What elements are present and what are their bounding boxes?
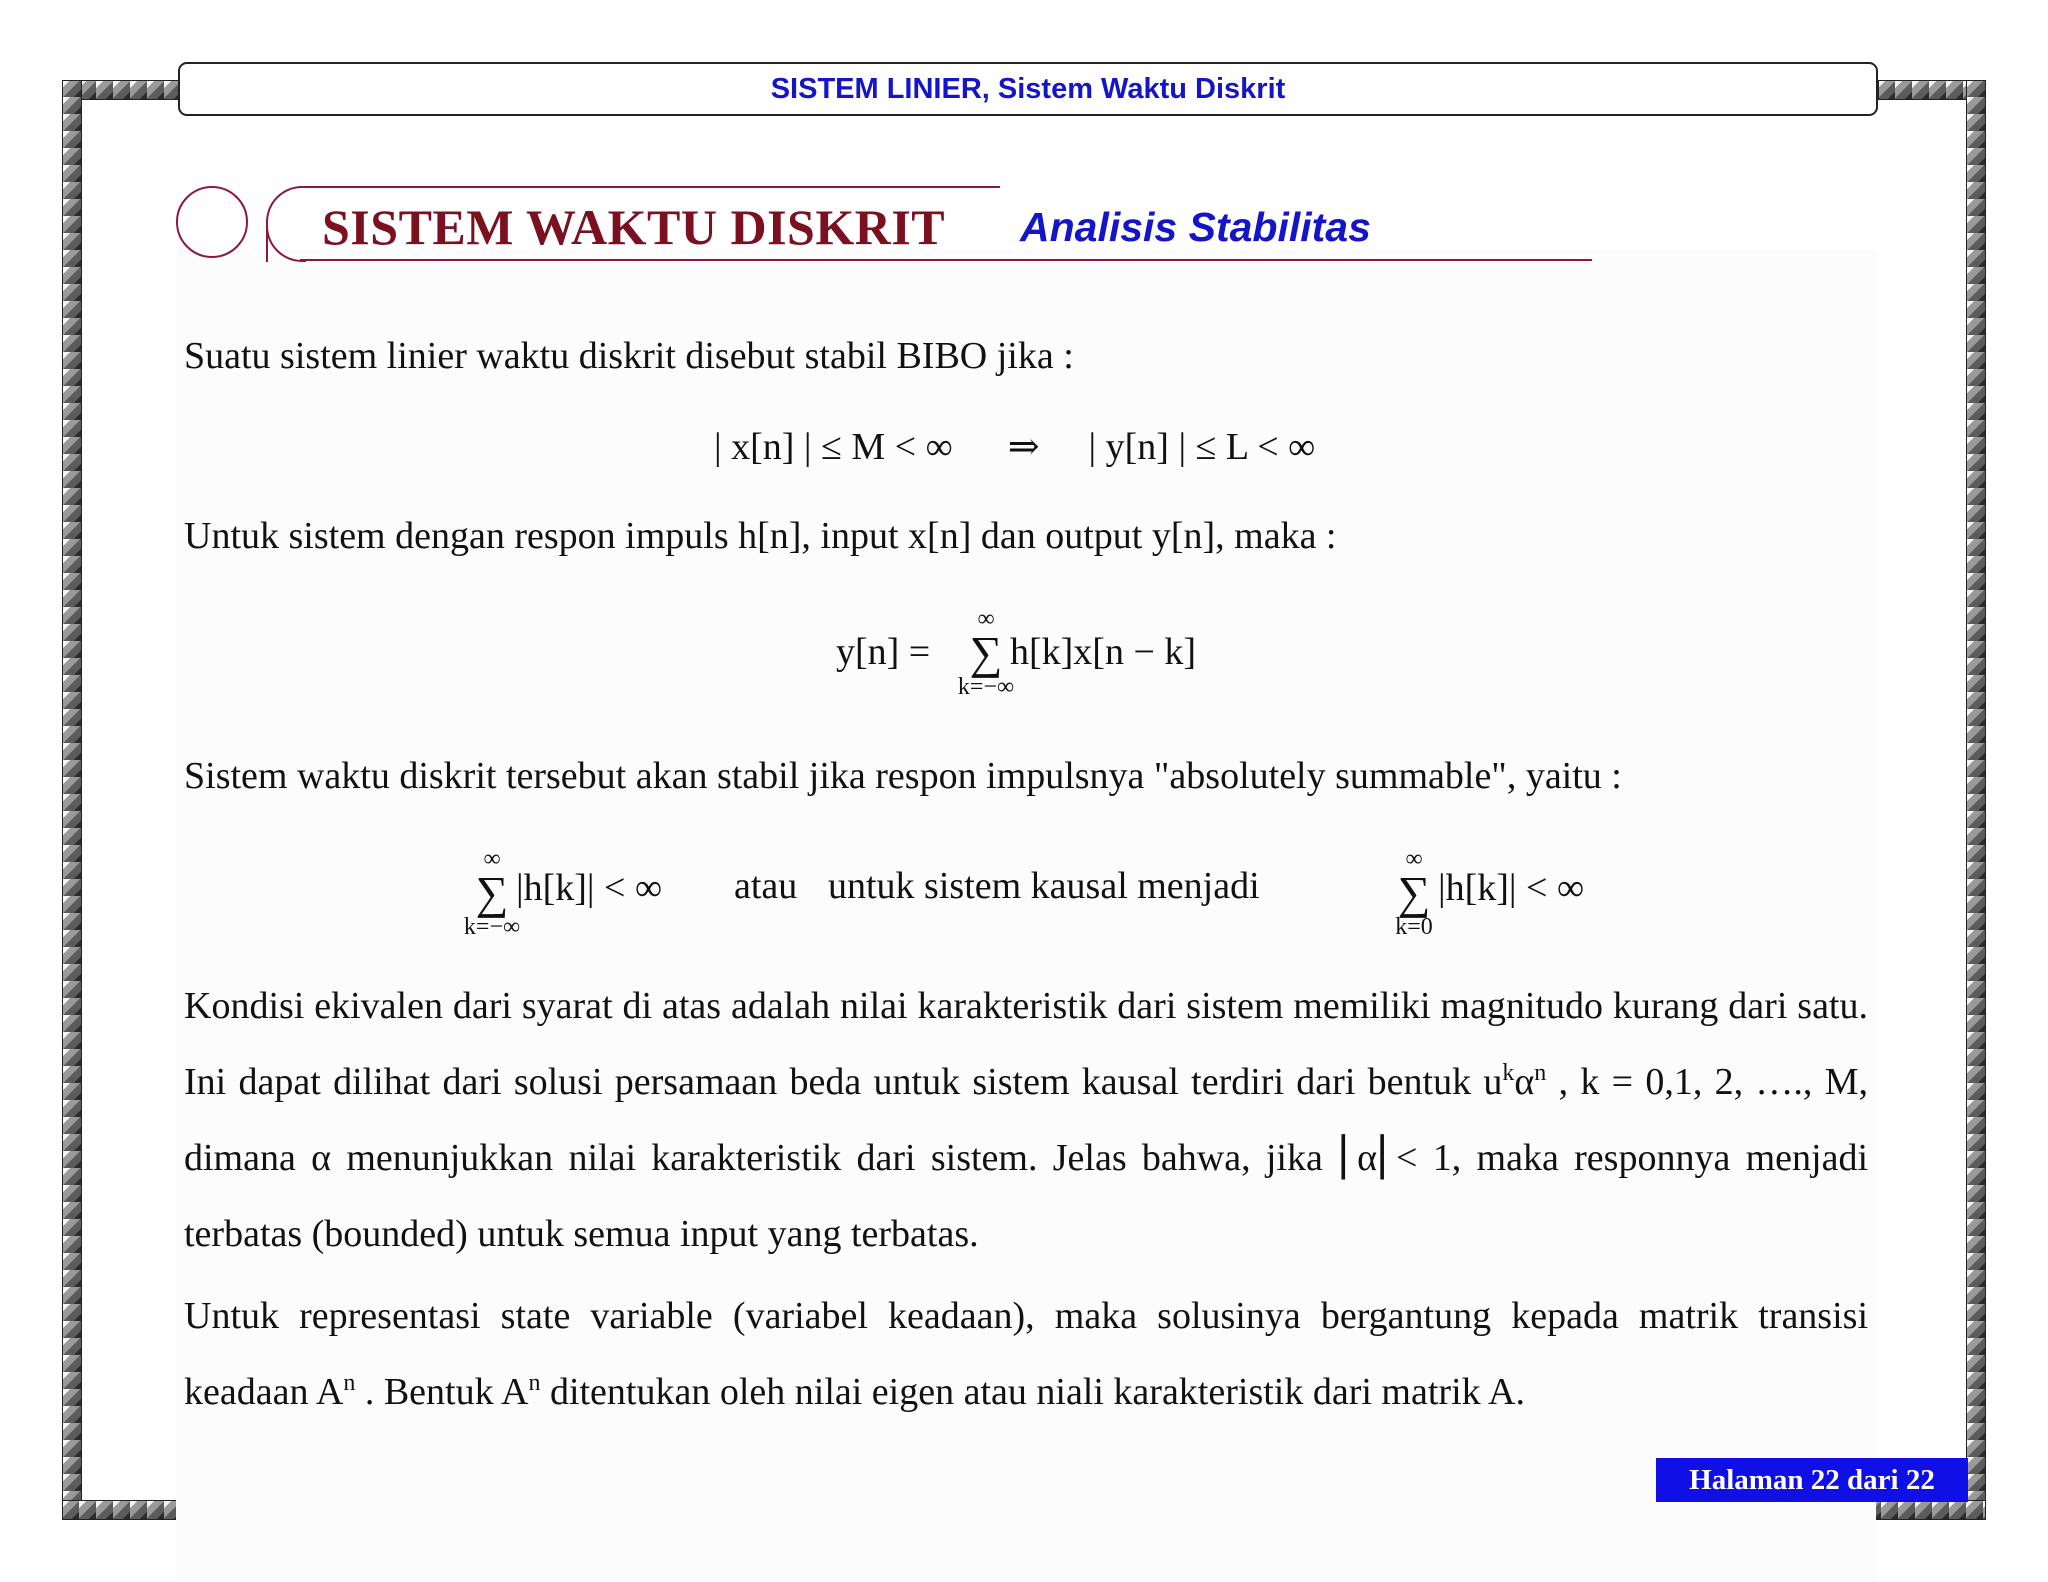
p5-part1: Untuk representasi state variable (variabel keadaan), maka solusinya bergantung kepada matrik transisi keadaan A [184, 1295, 1868, 1413]
title-circle-ornament [176, 186, 248, 258]
p4-sup-k: k [1502, 1060, 1515, 1086]
border-left [62, 80, 82, 1520]
eq3-sum1-lower: k=−∞ [463, 914, 521, 940]
p5-sup-n-2: n [528, 1370, 541, 1396]
eq3-expr-1: |h[k]| < ∞ [516, 867, 663, 909]
title-rule-top [300, 186, 1000, 188]
eq3-sum1-upper: ∞ [483, 846, 501, 872]
paragraph-absolutely-summable: Sistem waktu diskrit tersebut akan stabil jika respon impulsnya "absolutely summable", yaitu : [184, 755, 1622, 797]
page-number-badge [1656, 1458, 1968, 1502]
eq2-rhs: h[k]x[n − k] [1010, 631, 1197, 673]
eq1-arrow: ⇒ [1007, 426, 1040, 468]
eq1-left: | x[n] | ≤ M < ∞ [714, 426, 953, 468]
eq3-sigma-1: ∑ [475, 867, 509, 918]
running-header [178, 62, 1878, 116]
eq2-sigma: ∑ [969, 627, 1003, 678]
eq3-sum2-lower: k=0 [1395, 914, 1433, 940]
eq2-sum-upper: ∞ [977, 606, 995, 632]
paragraph-impulse-response: Untuk sistem dengan respon impuls h[n], input x[n] dan output y[n], maka : [184, 515, 1337, 557]
eq3-atau: atau [734, 865, 798, 907]
eq3-expr-2: |h[k]| < ∞ [1438, 867, 1585, 909]
section-subtitle: Analisis Stabilitas [1020, 204, 1371, 250]
p5-part2: . Bentuk A [355, 1371, 529, 1413]
paragraph-characteristic-values [184, 968, 1868, 1272]
border-right [1966, 80, 1986, 1520]
eq1-right: | y[n] | ≤ L < ∞ [1088, 426, 1316, 468]
p4-alpha: α [1514, 1061, 1535, 1103]
eq3-sum2-upper: ∞ [1405, 846, 1423, 872]
p4-part3: , k = 0,1, 2, …., M, dimana α menunjukkan nilai karakteristik dari sistem. Jelas bahwa, jika ⎢α⎢< 1, maka responnya menjadi terbatas (bounded) untuk semua input yang terbatas. [184, 1061, 1869, 1255]
eq2-lhs: y[n] = [836, 631, 931, 673]
equation-bibo [714, 424, 1315, 469]
eq2-sum-lower: k=−∞ [957, 674, 1015, 700]
eq3-middle-text: untuk sistem kausal menjadi [828, 865, 1260, 907]
title-rule-bottom [300, 259, 1592, 261]
p4-part1: Kondisi ekivalen dari syarat di atas adalah nilai karakteristik dari sistem memiliki magnitudo kurang dari satu. Ini dapat dilihat dari solusi persamaan beda untuk sistem kausal terdiri dari bentuk u [184, 985, 1868, 1103]
page-number-label: Halaman 22 dari 22 [1689, 1463, 1935, 1496]
header-title: SISTEM LINIER, Sistem Waktu Diskrit [770, 72, 1286, 105]
eq3-sigma-2: ∑ [1397, 867, 1431, 918]
p5-part3: ditentukan oleh nilai eigen atau niali karakteristik dari matrik A. [540, 1371, 1525, 1413]
section-title: SISTEM WAKTU DISKRIT [322, 199, 946, 255]
p5-sup-n-1: n [343, 1370, 356, 1396]
paragraph-bibo: Suatu sistem linier waktu diskrit disebut stabil BIBO jika : [184, 335, 1074, 377]
p4-sup-n: n [1534, 1060, 1547, 1086]
paragraph-state-variable [184, 1278, 1868, 1430]
